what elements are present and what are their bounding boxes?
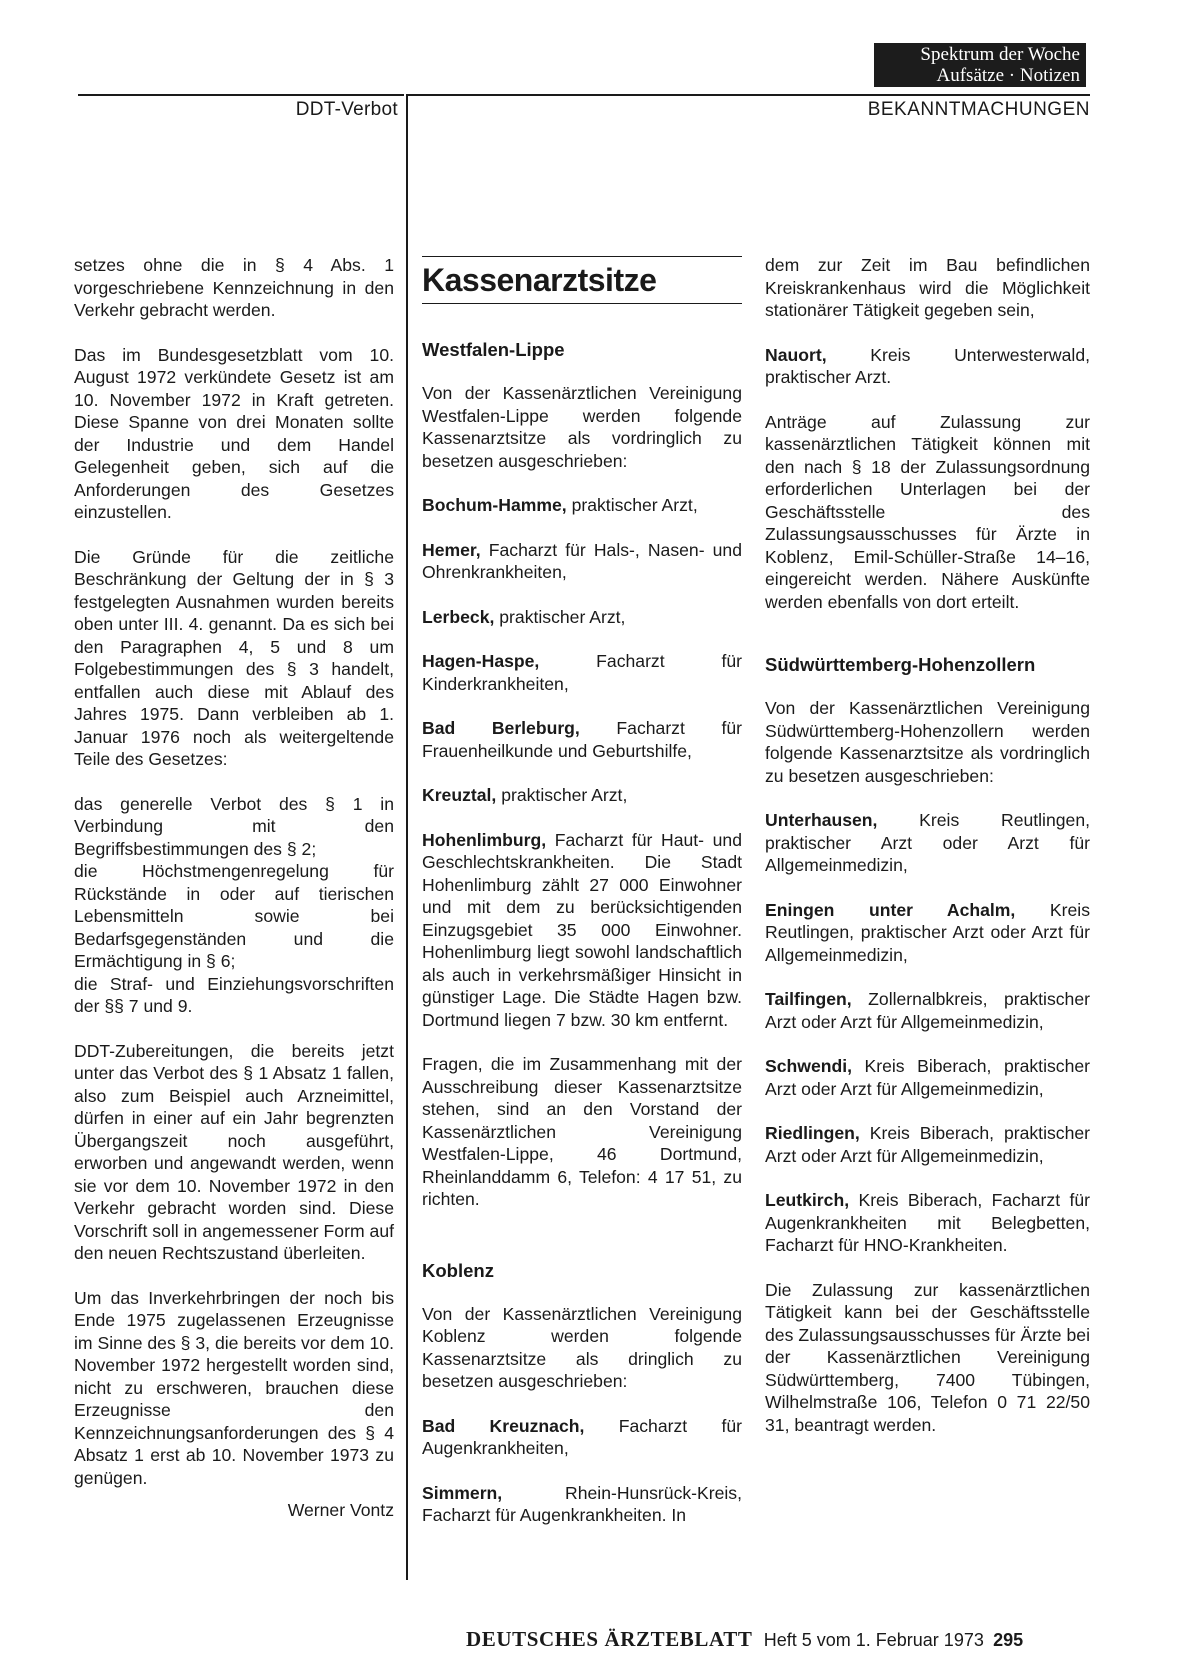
- listing-text: praktischer Arzt,: [494, 606, 626, 627]
- listing-entry: [765, 988, 1090, 1033]
- listing-text: Facharzt für Haut- und Geschlechtskrankheiten. Die Stadt Hohenlimburg zählt 27 000 Einwohner und mit dem zu berücksichtigenden Einzugsgebiet 35 000 Einwohner. Hohenlimburg liegt sowohl landschaftlich als auch in verkehrsmäßiger Hinsicht in günstiger Lage. Die Städte Hagen bzw. Dortmund liegen 7 bzw. 30 km entfernt.: [422, 829, 742, 1030]
- author-signature: Werner Vontz: [287, 1500, 394, 1520]
- listing-place: Riedlingen,: [765, 1123, 860, 1143]
- listing-text: praktischer Arzt,: [496, 785, 628, 805]
- listing-place: Bochum-Hamme,: [422, 495, 567, 515]
- listing-entry: [765, 1189, 1090, 1257]
- region-intro: Von der Kassenärztlichen Vereinigung Westfalen-Lippe werden folgende Kassenarztsitze als vordringlich zu besetzen ausgeschrieben:: [422, 383, 742, 471]
- header-rule-left: [78, 94, 404, 96]
- listing-text: Rhein-Hunsrück-Kreis, Facharzt für Augenkrankheiten. In: [422, 1482, 742, 1525]
- column-divider: [406, 94, 408, 1580]
- listing-entry: [765, 1055, 1090, 1100]
- listing-place: Tailfingen,: [765, 989, 852, 1009]
- listing-place: Unterhausen,: [765, 810, 878, 830]
- column-ddt-verbot: [74, 254, 394, 1522]
- contact-paragraph: Fragen, die im Zusammenhang mit der Ausschreibung dieser Kassenarztsitze stehen, sind an den Vorstand der Kassenärztlichen Vereinigung Westfalen-Lippe, 46 Dortmund, Rheinlanddamm 6, Telefon: 4 17 51, zu richten.: [422, 1054, 742, 1209]
- listing-text: Kreis Biberach, Facharzt für Augenkrankheiten mit Belegbetten, Facharzt für HNO-Krankheiten.: [765, 1190, 1090, 1255]
- listing-text: Kreis Reutlingen, praktischer Arzt oder Arzt für Allgemeinmedizin,: [765, 810, 1090, 875]
- masthead: [874, 43, 1086, 87]
- listing-text: Facharzt für Kinderkrankheiten,: [422, 651, 742, 694]
- listing-place: Bad Kreuznach,: [422, 1415, 585, 1436]
- body-paragraph: DDT-Zubereitungen, die bereits jetzt unter das Verbot des § 1 Absatz 1 fallen, also zum Beispiel auch Arzneimittel, dürfen in einer auf ein Jahr begrenzten Übergangszeit noch ausgeführt, erworben und angewandt werden, wenn sie vor dem 10. November 1972 in den Verkehr gebracht worden sind. Diese Vorschrift soll in angemessener Form auf den neuen Rechtszustand überleiten.: [74, 1040, 394, 1263]
- article-title-block: [422, 256, 742, 304]
- closing-paragraph: Die Zulassung zur kassenärztlichen Tätigkeit kann bei der Geschäftsstelle des Zulassungsausschusses für Ärzte bei der Kassenärztlichen Vereinigung Südwürttemberg, 7400 Tübingen, Wilhelmstraße 106, Telefon 0 71 22/50 31, beantragt werden.: [765, 1279, 1090, 1435]
- application-paragraph: Anträge auf Zulassung zur kassenärztlichen Tätigkeit können mit den nach § 18 der Zulassungsordnung erforderlichen Unterlagen bei der Geschäftsstelle des Zulassungsausschusses für Ärzte in Koblenz, Emil-Schüller-Straße 14–16, eingereicht werden. Nähere Auskünfte werden ebenfalls von dort erteilt.: [765, 411, 1090, 612]
- listing-place: Leutkirch,: [765, 1190, 850, 1210]
- body-paragraph: Um das Inverkehrbringen der noch bis Ende 1975 zugelassenen Erzeugnisse im Sinne des § 3, die bereits vor dem 10. November 1972 hergestellt worden sind, nicht zu erschweren, brauchen diese Erzeugnisse den Kennzeichnungsanforderungen des § 4 Absatz 1 erst ab 10. November 1973 zu genügen.: [74, 1287, 394, 1488]
- listing-entry: [765, 899, 1090, 967]
- listing-text: praktischer Arzt,: [566, 495, 698, 515]
- listing-text: Facharzt für Augenkrankheiten,: [422, 1415, 742, 1458]
- listing-entry: [422, 717, 742, 762]
- header-rule-right: [406, 94, 1090, 96]
- listing-place: Eningen unter Achalm,: [765, 899, 1016, 920]
- listing-place: Hagen-Haspe,: [422, 651, 540, 671]
- column-bekanntmachungen-cont: [765, 254, 1090, 1458]
- listing-entry: [422, 494, 742, 517]
- article-title: Kassenarztsitze: [422, 262, 657, 298]
- body-paragraph: das generelle Verbot des § 1 in Verbindung mit den Begriffsbestimmungen des § 2; die Höchstmengenregelung für Rückstände in oder auf tierischen Lebensmitteln sowie bei Bedarfsgegenständen und die Ermächtigung in § 6; die Straf- und Einziehungsvorschriften der §§ 7 und 9.: [74, 793, 394, 1016]
- journal-name: DEUTSCHES ÄRZTEBLATT: [466, 1627, 753, 1651]
- listing-place: Schwendi,: [765, 1056, 853, 1076]
- listing-place: Simmern,: [422, 1482, 503, 1503]
- masthead-line-1: Spektrum der Woche: [920, 44, 1080, 65]
- listing-entry: [765, 1122, 1090, 1167]
- page-footer: [466, 1627, 1086, 1652]
- listing-text: Zollernalbkreis, praktischer Arzt oder Arzt für Allgemeinmedizin,: [765, 989, 1090, 1032]
- section-label-right: BEKANNTMACHUNGEN: [867, 99, 1090, 120]
- listing-place: Hemer,: [422, 539, 481, 560]
- body-paragraph: Das im Bundesgesetzblatt vom 10. August 1972 verkündete Gesetz ist am 10. November 1972 in Kraft getreten. Diese Spanne von drei Monaten sollte der Industrie und dem Handel Gelegenheit geben, sich auf die Anforderungen des Gesetzes einzustellen.: [74, 344, 394, 522]
- region-intro: Von der Kassenärztlichen Vereinigung Koblenz werden folgende Kassenarztsitze als dringlich zu besetzen ausgeschrieben:: [422, 1303, 742, 1391]
- region-heading: Südwürttemberg-Hohenzollern: [765, 654, 1036, 675]
- listing-place: Hohenlimburg,: [422, 829, 547, 850]
- listing-place: Nauort,: [765, 344, 827, 365]
- listing-text: Kreis Unterwesterwald, praktischer Arzt.: [765, 344, 1090, 387]
- section-label-left: DDT-Verbot: [295, 99, 398, 120]
- listing-text: Kreis Reutlingen, praktischer Arzt oder Arzt für Allgemeinmedizin,: [765, 899, 1090, 965]
- region-intro: Von der Kassenärztlichen Vereinigung Südwürttemberg-Hohenzollern werden folgende Kassenarztsitze als vordringlich zu besetzen ausgeschrieben:: [765, 698, 1090, 786]
- listing-entry: [422, 539, 742, 584]
- page-number: 295: [993, 1630, 1024, 1650]
- region-heading: Westfalen-Lippe: [422, 339, 565, 360]
- region-heading: Koblenz: [422, 1259, 494, 1281]
- continuation-paragraph: dem zur Zeit im Bau befindlichen Kreiskrankenhaus wird die Möglichkeit stationärer Tätigkeit gegeben sein,: [765, 255, 1090, 320]
- listing-entry: [765, 809, 1090, 877]
- listing-place: Bad Berleburg,: [422, 718, 580, 738]
- listing-entry: [422, 650, 742, 695]
- masthead-line-2: Aufsätze · Notizen: [936, 65, 1080, 86]
- listing-entry: [765, 344, 1090, 389]
- listing-entry: [422, 606, 742, 629]
- listing-text: Kreis Biberach, praktischer Arzt oder Arzt für Allgemeinmedizin,: [765, 1056, 1090, 1099]
- body-paragraph: setzes ohne die in § 4 Abs. 1 vorgeschriebene Kennzeichnung in den Verkehr gebracht werden.: [74, 255, 394, 320]
- listing-entry: [422, 784, 742, 807]
- listing-entry: [422, 829, 742, 1032]
- listing-place: Kreuztal,: [422, 785, 497, 805]
- listing-entry: [422, 1482, 742, 1527]
- listing-text: Kreis Biberach, praktischer Arzt oder Arzt für Allgemeinmedizin,: [765, 1123, 1090, 1166]
- column-kassenarztsitze: [422, 254, 742, 1549]
- issue-info: Heft 5 vom 1. Februar 1973: [763, 1630, 984, 1650]
- listing-text: Facharzt für Frauenheilkunde und Geburtshilfe,: [422, 718, 742, 761]
- listing-text: Facharzt für Hals-, Nasen- und Ohrenkrankheiten,: [422, 539, 742, 582]
- listing-entry: [422, 1415, 742, 1460]
- listing-place: Lerbeck,: [422, 606, 495, 627]
- body-paragraph: Die Gründe für die zeitliche Beschränkung der Geltung der in § 3 festgelegten Ausnahmen wurden bereits oben unter III. 4. genannt. Da es sich bei den Paragraphen 4, 5 und 8 um Folgebestimmungen des § 3 handelt, entfallen auch diese mit Ablauf des Jahres 1975. Dann verbleiben ab 1. Januar 1976 noch als weitergeltende Teile des Gesetzes:: [74, 546, 394, 769]
